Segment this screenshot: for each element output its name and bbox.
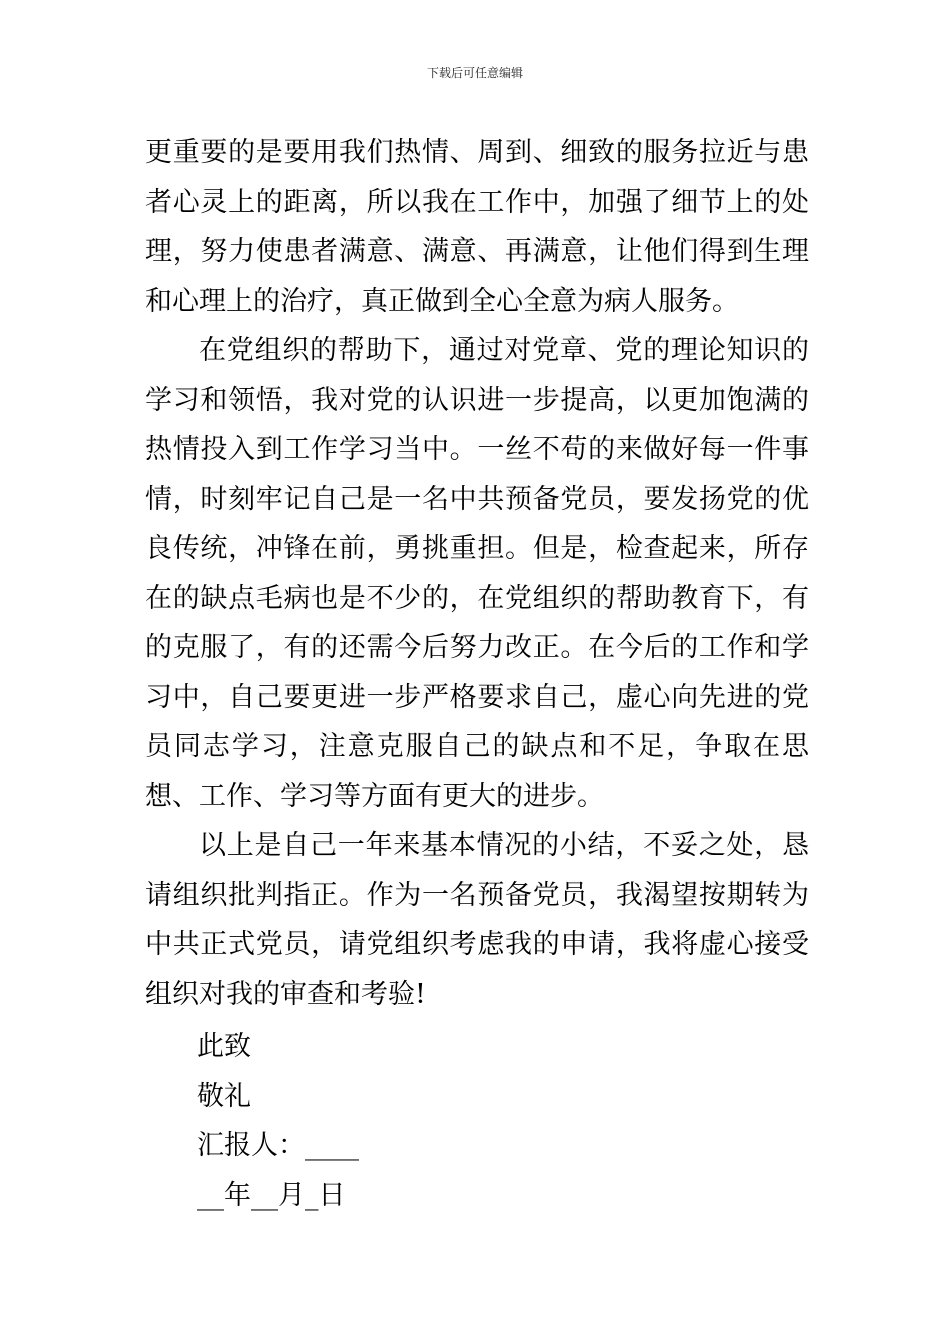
closing-block xyxy=(197,1022,359,1220)
paragraph-2: 在党组织的帮助下，通过对党章、党的理论知识的学习和领悟，我对党的认识进一步提高，以更加饱满的热情投入到工作学习当中。一丝不苟的来做好每一件事情，时刻牢记自己是一名中共预备党员，要发扬党的优良传统，冲锋在前，勇挑重担。但是，检查起来，所存在的缺点毛病也是不少的，在党组织的帮助教育下，有的克服了，有的还需今后努力改正。在今后的工作和学习中，自己要更进一步严格要求自己，虚心向先进的党员同志学习，注意克服自己的缺点和不足，争取在思想、工作、学习等方面有更大的进步。 xyxy=(145,335,809,812)
date-line: __年__月_日 xyxy=(197,1179,346,1211)
reporter-line: 汇报人：____ xyxy=(197,1130,359,1161)
page-header-note: 下载后可任意编辑 xyxy=(426,66,523,80)
salutation: 此致 xyxy=(197,1031,251,1062)
paragraph-3: 以上是自己一年来基本情况的小结，不妥之处，恳请组织批判指正。作为一名预备党员，我渴望按期转为中共正式党员，请党组织考虑我的申请，我将虚心接受组织对我的审查和考验! xyxy=(145,830,809,1010)
paragraph-1: 更重要的是要用我们热情、周到、细致的服务拉近与患者心灵上的距离，所以我在工作中，加强了细节上的处理，努力使患者满意、满意、再满意，让他们得到生理和心理上的治疗，真正做到全心全意为病人服务。 xyxy=(145,137,809,317)
document-body xyxy=(145,128,809,1019)
respect-line: 敬礼 xyxy=(197,1080,251,1112)
